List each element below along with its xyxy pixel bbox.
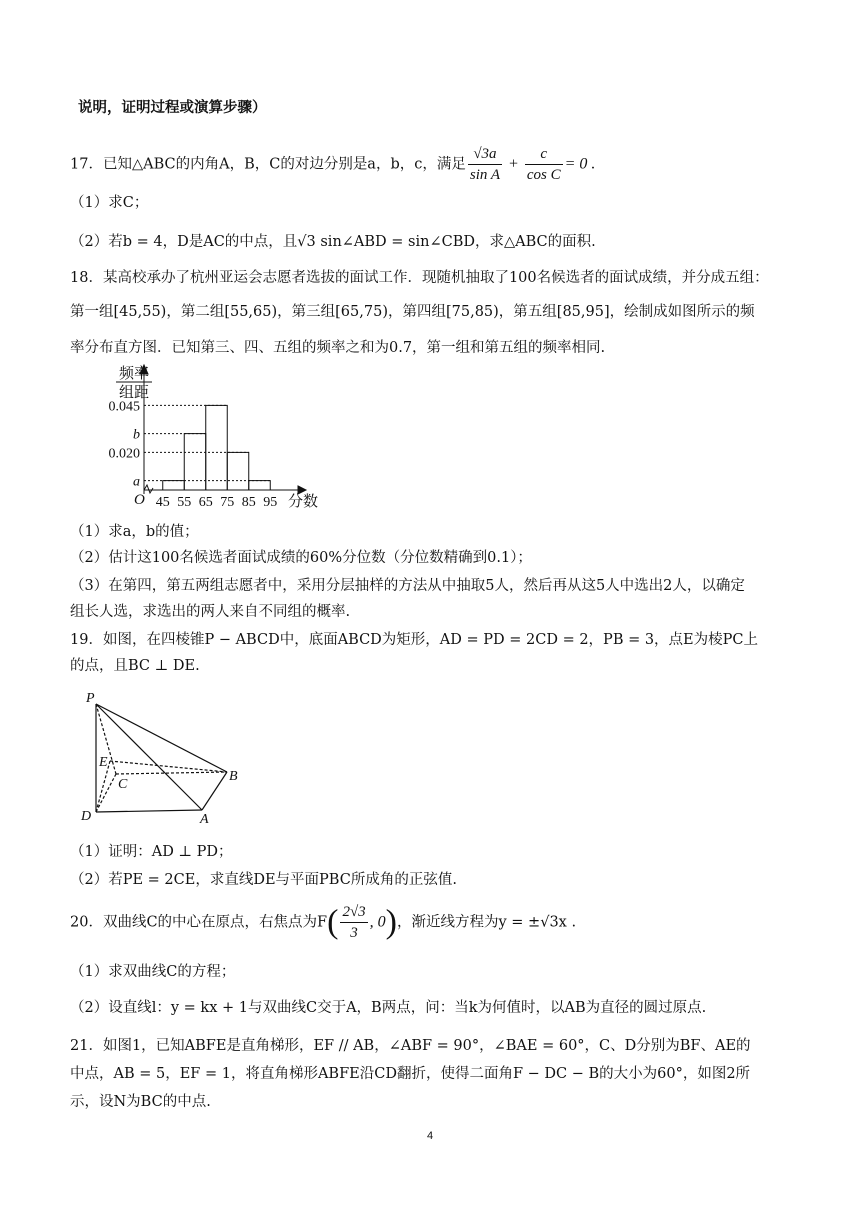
frac1-denominator: sin A bbox=[469, 167, 501, 183]
q19-line2: 的点，且BC ⊥ DE. bbox=[70, 658, 200, 674]
q17-fraction-2 bbox=[525, 144, 563, 185]
y-axis-label-top: 频率 bbox=[118, 366, 150, 382]
q21-line1: 21．如图1，已知ABFE是直角梯形，EF // AB，∠ABF = 90°，∠BAE = 60°，C、D分别为BF、AE的 bbox=[70, 1038, 751, 1054]
edge-DC bbox=[96, 774, 116, 812]
y-tick-label: 0.045 bbox=[108, 399, 140, 415]
histogram-bar bbox=[206, 405, 228, 490]
edge-AB bbox=[202, 772, 227, 810]
x-tick-label: 65 bbox=[198, 495, 213, 510]
frac1-numerator: √3a bbox=[468, 144, 502, 165]
y-axis-label-bottom: 组距 bbox=[118, 385, 150, 401]
q19-part1: （1）证明：AD ⊥ PD； bbox=[70, 844, 233, 860]
edge-PA bbox=[96, 704, 202, 810]
frac2-denominator: cos C bbox=[526, 167, 561, 183]
section-heading: 说明，证明过程或演算步骤） bbox=[78, 100, 267, 116]
label-E: E bbox=[99, 755, 108, 770]
q20-part2: （2）设直线l：y = kx + 1与双曲线C交于A，B两点，问：当k为何值时，以AB为直径的圆过原点. bbox=[70, 1000, 707, 1016]
y-tick-label: a bbox=[133, 474, 140, 490]
histogram-bar bbox=[184, 434, 206, 490]
label-B: B bbox=[229, 769, 238, 784]
label-A: A bbox=[200, 812, 209, 827]
label-P: P bbox=[86, 691, 95, 706]
edge-CB bbox=[116, 772, 227, 774]
q18-line1: 18．某高校承办了杭州亚运会志愿者选拔的面试工作．现随机抽取了100名候选者的面试成绩，并分成五组： bbox=[70, 270, 769, 286]
pyramid-figure bbox=[72, 688, 252, 828]
x-axis-arrow bbox=[298, 486, 306, 494]
q17-fraction-1 bbox=[468, 144, 502, 185]
x-tick-label: 95 bbox=[263, 495, 278, 510]
focus-denominator: 3 bbox=[350, 925, 358, 941]
x-tick-label: 45 bbox=[155, 495, 170, 510]
q17-part1: （1）求C； bbox=[70, 195, 149, 211]
focus-numerator: 2√3 bbox=[340, 902, 367, 923]
y-tick-label: b bbox=[133, 427, 140, 443]
q21-line3: 示，设N为BC的中点. bbox=[70, 1094, 211, 1110]
y-tick-label: 0.020 bbox=[108, 446, 140, 462]
q20-focus-tail: , 0 bbox=[369, 913, 386, 931]
x-tick-label: 75 bbox=[220, 495, 235, 510]
x-axis-label: 分数 bbox=[288, 494, 319, 510]
q20-stem: 20．双曲线C的中心在原点，右焦点为F( $\frac{2√3}{3}$ , 0)，渐近线方程为y = ±√3x . bbox=[70, 903, 577, 941]
q20-part1: （1）求双曲线C的方程； bbox=[70, 964, 236, 980]
q20-stem-a: 20．双曲线C的中心在原点，右焦点为F bbox=[70, 914, 328, 931]
axis-break bbox=[144, 485, 153, 493]
q21-line2: 中点，AB = 5，EF = 1，将直角梯形ABFE沿CD翻折，使得二面角F − DC − B的大小为60°，如图2所 bbox=[70, 1066, 751, 1082]
q18-part2: （2）估计这100名候选者面试成绩的60%分位数（分位数精确到0.1）； bbox=[70, 550, 532, 566]
q18-part3b: 组长人选，求选出的两人来自不同组的概率. bbox=[70, 604, 351, 620]
q17-part2: （2）若b = 4，D是AC的中点，且√3 sin∠ABD = sin∠CBD，求△ABC的面积. bbox=[70, 234, 596, 250]
histogram-bar bbox=[163, 481, 185, 490]
q18-line3: 率分布直方图．已知第三、四、五组的频率之和为0.7，第一组和第五组的频率相同. bbox=[70, 340, 606, 356]
histogram-bar bbox=[227, 452, 249, 490]
histogram-chart bbox=[100, 362, 320, 522]
origin-label: O bbox=[134, 492, 145, 508]
histogram-bar bbox=[249, 481, 271, 490]
q20-stem-b: ，渐近线方程为y = ±√3x . bbox=[397, 914, 577, 931]
q17-eq-tail: = 0 . bbox=[564, 155, 596, 173]
q18-line2: 第一组[45,55)，第二组[55,65)，第三组[65,75)，第四组[75,85)，第五组[85,95]，绘制成如图所示的频 bbox=[70, 304, 755, 320]
edge-DA bbox=[96, 810, 202, 812]
q19-part2: （2）若PE = 2CE，求直线DE与平面PBC所成角的正弦值. bbox=[70, 872, 457, 888]
q19-line1: 19．如图，在四棱锥P − ABCD中，底面ABCD为矩形，AD = PD = 2CD = 2，PB = 3，点E为棱PC上 bbox=[70, 632, 758, 648]
label-C: C bbox=[118, 777, 128, 792]
q18-part3a: （3）在第四，第五两组志愿者中，采用分层抽样的方法从中抽取5人，然后再从这5人中选出2人，以确定 bbox=[70, 578, 745, 594]
x-tick-label: 85 bbox=[241, 495, 256, 510]
label-D: D bbox=[81, 809, 92, 824]
page-number: 4 bbox=[426, 1130, 434, 1142]
q18-part1: （1）求a，b的值； bbox=[70, 524, 199, 540]
frac2-numerator: c bbox=[525, 144, 563, 165]
x-tick-label: 55 bbox=[177, 495, 192, 510]
q20-focus-fraction bbox=[340, 902, 367, 943]
q17-stem: 17．已知△ABC的内角A，B，C的对边分别是a，b，c，满足 $\frac{√3a}{\text{sin A}}$ + $\frac{c}{\text{cos C}}$ = 0 . bbox=[70, 146, 596, 183]
q17-stem-text: 17．已知△ABC的内角A，B，C的对边分别是a，b，c，满足 bbox=[70, 156, 466, 173]
